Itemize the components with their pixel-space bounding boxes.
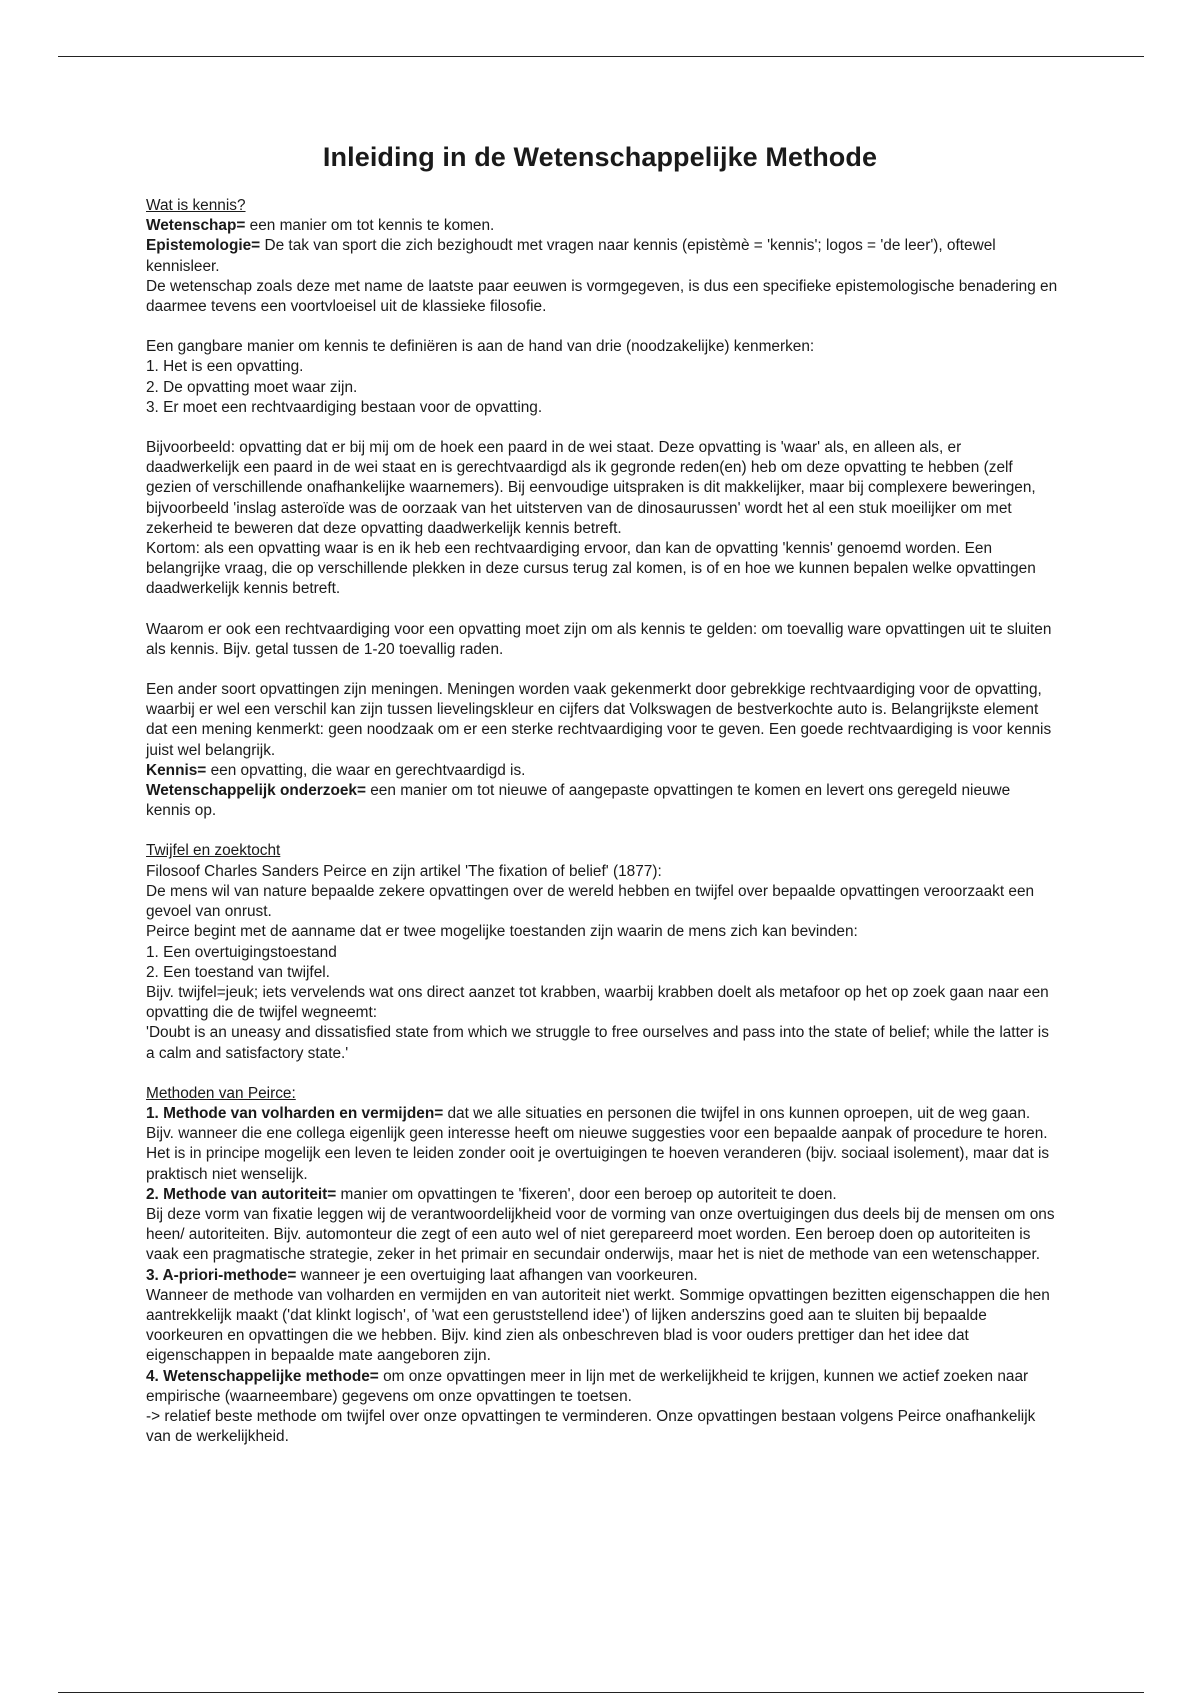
paragraph: Bijv. wanneer die ene collega eigenlijk geen interesse heeft om nieuwe suggesties voor een bepaalde aanpak of procedure te horen. Het is in principe mogelijk een leven te leiden zonder ooit je overtuigingen te hoeven veranderen (bijv. sociaal isolement), maar dat is praktisch niet wenselijk. [146, 1125, 1050, 1183]
quote: 'Doubt is an uneasy and dissatisfied state from which we struggle to free ourselves and pass into the state of belief; while the latter is a calm and satisfactory state.' [146, 1024, 1049, 1062]
paragraph: De mens wil van nature bepaalde zekere opvattingen over de wereld hebben en twijfel over bepaalde opvattingen veroorzaakt een gevoel van onrust. [146, 882, 1035, 921]
paragraph: Kortom: als een opvatting waar is en ik heb een rechtvaardiging ervoor, dan kan de opvatting 'kennis' genoemd worden. Een belangrijke vraag, die op verschillende plekken in deze cursus terug zal komen, is of en hoe we kunnen bepalen welke opvattingen daadwerkelijk kennis betreft. [146, 540, 1036, 598]
list-item: 1. Het is een opvatting. [146, 358, 304, 376]
paragraph: Bij deze vorm van fixatie leggen wij de verantwoordelijkheid voor de vorming van onze overtuigingen dus deels bij de mensen om ons heen/ autoriteiten. Bijv. automonteur die zegt of een auto wel of niet gerepareerd moet worden. Een beroep doen op autoriteiten is vaak een pragmatische strategie, zeker in het primair en secundair onderwijs, maar het is niet de methode van een wetenschapper. [146, 1205, 1055, 1264]
list-item: 1. Een overtuigingstoestand [146, 943, 337, 961]
list-item: 2. De opvatting moet waar zijn. [146, 378, 358, 396]
definition-epistemologie [146, 236, 1058, 276]
term-label: 1. Methode van volharden en vermijden= [146, 1104, 444, 1122]
section-heading-kennis: Wat is kennis? [146, 197, 246, 214]
definition-text: manier om opvattingen te 'fixeren', door een beroep op autoriteit te doen. [336, 1185, 837, 1203]
definition-wetenschappelijk-onderzoek [146, 781, 1058, 821]
paragraph: Een gangbare manier om kennis te definiëren is aan de hand van drie (noodzakelijke) kenmerken: [146, 338, 815, 356]
section-heading-twijfel: Twijfel en zoektocht [146, 842, 281, 860]
paragraph: -> relatief beste methode om twijfel over onze opvattingen te verminderen. Onze opvattingen bestaan volgens Peirce onafhankelijk van de werkelijkheid. [146, 1407, 1036, 1446]
definition-text: een manier om tot kennis te komen. [245, 217, 495, 235]
term-label: Epistemologie= [146, 237, 261, 255]
method-3 [146, 1266, 1058, 1286]
definition-text: wanneer je een overtuiging laat afhangen van voorkeuren. [296, 1266, 698, 1284]
method-4 [146, 1367, 1058, 1407]
paragraph: Peirce begint met de aanname dat er twee mogelijke toestanden zijn waarin de mens zich kan bevinden: [146, 923, 858, 941]
bottom-rule [58, 1692, 1144, 1693]
page-title: Inleiding in de Wetenschappelijke Methode [322, 142, 878, 172]
paragraph: Een ander soort opvattingen zijn meningen. Meningen worden vaak gekenmerkt door gebrekkige rechtvaardiging voor de opvatting, waarbij er wel een verschil kan zijn tussen lievelingskleur en cijfers dat Volkswagen de bestverkochte auto is. Belangrijkste element dat een mening kenmerkt: geen noodzaak om er een sterke rechtvaardiging voor te geven. Een goede rechtvaardiging is voor kennis juist wel belangrijk. [146, 681, 1052, 759]
term-label: 4. Wetenschappelijke methode= [146, 1367, 379, 1385]
list-item: 2. Een toestand van twijfel. [146, 963, 330, 981]
paragraph: Bijv. twijfel=jeuk; iets vervelends wat ons direct aanzet tot krabben, waarbij krabben doelt als metafoor op het op zoek gaan naar een opvatting die de twijfel wegneemt: [146, 983, 1049, 1022]
list-item: 3. Er moet een rechtvaardiging bestaan voor de opvatting. [146, 398, 543, 416]
term-label: Wetenschappelijk onderzoek= [146, 782, 366, 800]
method-1 [146, 1104, 1058, 1124]
term-label: Wetenschap= [146, 217, 246, 235]
definition-text: om onze opvattingen meer in lijn met de werkelijkheid te krijgen, kunnen we actief zoeken naar empirische (waarneembare) gegevens om onze opvattingen te toetsen. [146, 1367, 1029, 1405]
term-label: Kennis= [146, 761, 207, 779]
paragraph: Waarom er ook een rechtvaardiging voor een opvatting moet zijn om als kennis te gelden: om toevallig ware opvattingen uit te sluiten als kennis. Bijv. getal tussen de 1-20 toevallig raden. [146, 620, 1052, 658]
paragraph: Wanneer de methode van volharden en vermijden en van autoriteit niet werkt. Sommige opvattingen bezitten eigenschappen die hen aantrekkelijk maakt ('dat klinkt logisch', of 'wat een geruststellend idee') of lijken anderszins goed aan te sluiten bij bepaalde voorkeuren en opvattingen die we hebben. Bijv. kind zien als onbeschreven blad is voor ouders prettiger dan het idee dat eigenschappen in bepaalde mate aangeboren zijn. [146, 1286, 1050, 1365]
definition-text: De tak van sport die zich bezighoudt met vragen naar kennis (epistèmè = 'kennis'; logos = 'de leer'), oftewel kennisleer. [146, 237, 996, 275]
term-label: 3. A-priori-methode= [146, 1266, 297, 1284]
method-2 [146, 1185, 1058, 1205]
top-rule [58, 56, 1144, 57]
definition-text: een opvatting, die waar en gerechtvaardigd is. [206, 761, 526, 779]
document-body [146, 196, 1058, 1447]
section-heading-methoden: Methoden van Peirce: [146, 1084, 296, 1102]
definition-text: dat we alle situaties en personen die twijfel in ons kunnen oproepen, uit de weg gaan. [443, 1104, 1031, 1122]
paragraph: De wetenschap zoals deze met name de laatste paar eeuwen is vormgegeven, is dus een specifieke epistemologische benadering en daarmee tevens een voortvloeisel uit de klassieke filosofie. [146, 277, 1058, 316]
paragraph: Bijvoorbeeld: opvatting dat er bij mij om de hoek een paard in de wei staat. Deze opvatting is 'waar' als, en alleen als, er daadwerkelijk een paard in de wei staat en is gerechtvaardigd als ik gegronde reden(en) heb om deze opvatting te hebben (zelf gezien of verschillende onafhankelijke waarnemers). Bij eenvoudige uitspraken is dit makkelijker, maar bij complexere beweringen, bijvoorbeeld 'inslag asteroïde was de oorzaak van het uitsterven van de dinosaurussen' wordt het al een stuk moeilijker om met zekerheid te beweren dat deze opvatting daadwerkelijk kennis betreft. [146, 439, 1036, 537]
term-label: 2. Methode van autoriteit= [146, 1185, 337, 1203]
paragraph: Filosoof Charles Sanders Peirce en zijn artikel 'The fixation of belief' (1877): [146, 862, 662, 880]
definition-wetenschap [146, 216, 1058, 236]
definition-kennis [146, 761, 1058, 781]
definition-text: een manier om tot nieuwe of aangepaste opvattingen te komen en levert ons geregeld nieuwe kennis op. [146, 782, 1011, 820]
